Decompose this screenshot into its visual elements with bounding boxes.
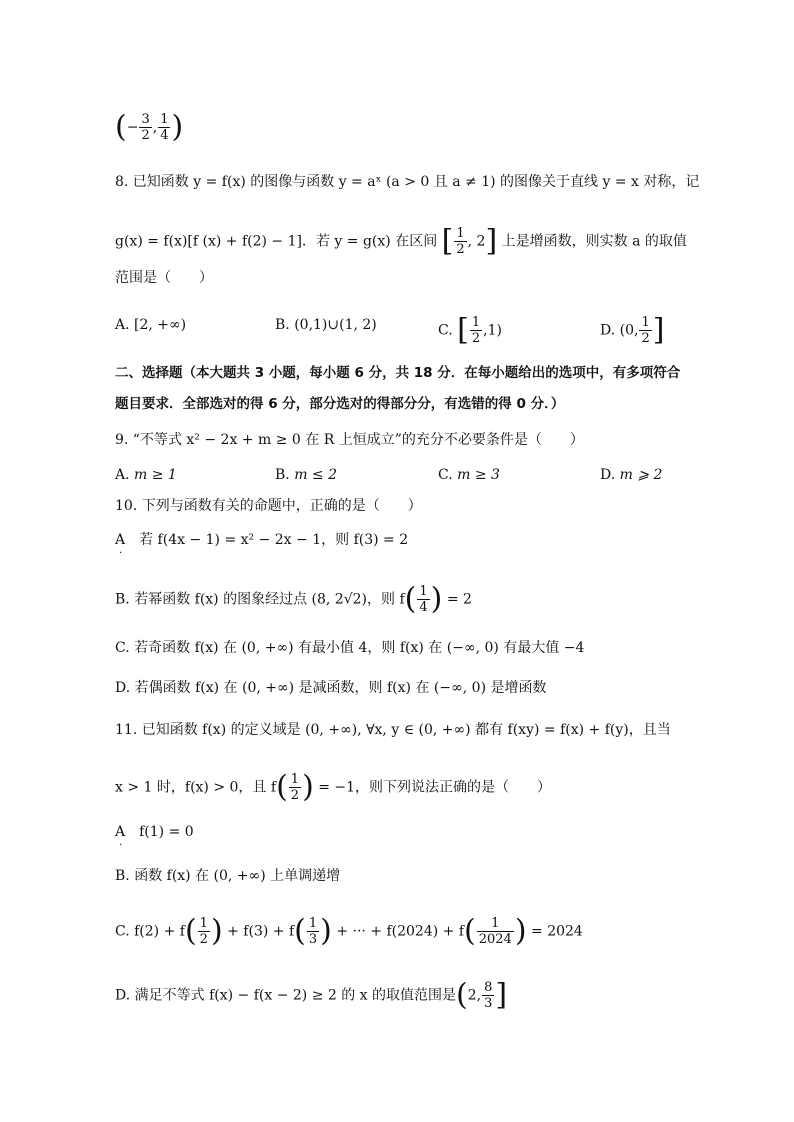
q10-option-b[interactable]: B. 若幂函数 f(x) 的图象经过点 (8, 2√2)，则 f( $\frac{1}{4}$ ) = 2 (115, 581, 472, 617)
q8-line3: 范围是（ ） (115, 270, 213, 286)
q9-option-b[interactable]: B. m ≤ 2 (275, 467, 338, 483)
q10-option-c[interactable]: C. 若奇函数 f(x) 在 (0, +∞) 有最小值 4，则 f(x) 在 (−∞, 0) 有最大值 −4 (115, 640, 585, 656)
q8-option-c[interactable]: C. [ $\frac{1}{2}$ ,1) (438, 312, 502, 348)
q11-option-b[interactable]: B. 函数 f(x) 在 (0, +∞) 上单调递增 (115, 868, 341, 884)
section2-heading-line1: 二、选择题（本大题共 3 小题，每小题 6 分，共 18 分．在每小题给出的选项中，有多项符合 (115, 365, 681, 381)
q9-option-d[interactable]: D. m ⩾ 2 (600, 467, 663, 483)
q11-line1: 11. 已知函数 f(x) 的定义域是 (0, +∞), ∀x, y ∈ (0, +∞) 都有 f(xy) = f(x) + f(y)，且当 (115, 722, 671, 738)
decorative-dot: · (119, 548, 123, 559)
q8-option-a[interactable]: A. [2, +∞) (115, 317, 187, 333)
q8-option-b[interactable]: B. (0,1)∪(1, 2) (275, 317, 377, 333)
q8-line1: 8. 已知函数 y = f(x) 的图像与函数 y = aˣ (a > 0 且 a ≠ 1) 的图像关于直线 y = x 对称，记 (115, 174, 700, 190)
q8-line2: g(x) = f(x)[f (x) + f(2) − 1]．若 y = g(x) 在区间 [ $\frac{1}{2}$ , 2] 上是增函数，则实数 a 的取值 (115, 223, 687, 259)
section2-heading-line2: 题目要求．全部选对的得 6 分，部分选对的得部分分，有选错的得 0 分．） (115, 396, 565, 412)
decorative-dot: · (119, 840, 123, 851)
q11-option-a[interactable]: A f(1) = 0 (115, 824, 194, 840)
q11-option-c[interactable]: C. f(2) + f( $\frac{1}{2}$ ) + f(3) + f( $\frac{1}{3}$ ) + ··· + f(2024) + f( $\frac{1}{2024}$ ) = 2024 (115, 913, 583, 949)
option-fragment: (− $\frac{3}{2}$ , $\frac{1}{4}$ ) (115, 109, 184, 145)
q10-stem: 10. 下列与函数有关的命题中，正确的是（ ） (115, 498, 422, 514)
q10-option-a[interactable]: A 若 f(4x − 1) = x² − 2x − 1，则 f(3) = 2 (115, 532, 409, 548)
q9-stem: 9. “不等式 x² − 2x + m ≥ 0 在 R 上恒成立”的充分不必要条件是（ ） (115, 432, 584, 448)
q11-line2: x > 1 时，f(x) > 0，且 f( $\frac{1}{2}$ ) = −1，则下列说法正确的是（ ） (115, 769, 552, 805)
q9-option-c[interactable]: C. m ≥ 3 (438, 467, 500, 483)
q9-option-a[interactable]: A. m ≥ 1 (115, 467, 177, 483)
q10-option-d[interactable]: D. 若偶函数 f(x) 在 (0, +∞) 是减函数，则 f(x) 在 (−∞, 0) 是增函数 (115, 680, 547, 696)
q8-option-d[interactable]: D. (0, $\frac{1}{2}$ ] (600, 312, 665, 348)
q11-option-d[interactable]: D. 满足不等式 f(x) − f(x − 2) ≥ 2 的 x 的取值范围是(2, $\frac{8}{3}$ ] (115, 977, 508, 1013)
